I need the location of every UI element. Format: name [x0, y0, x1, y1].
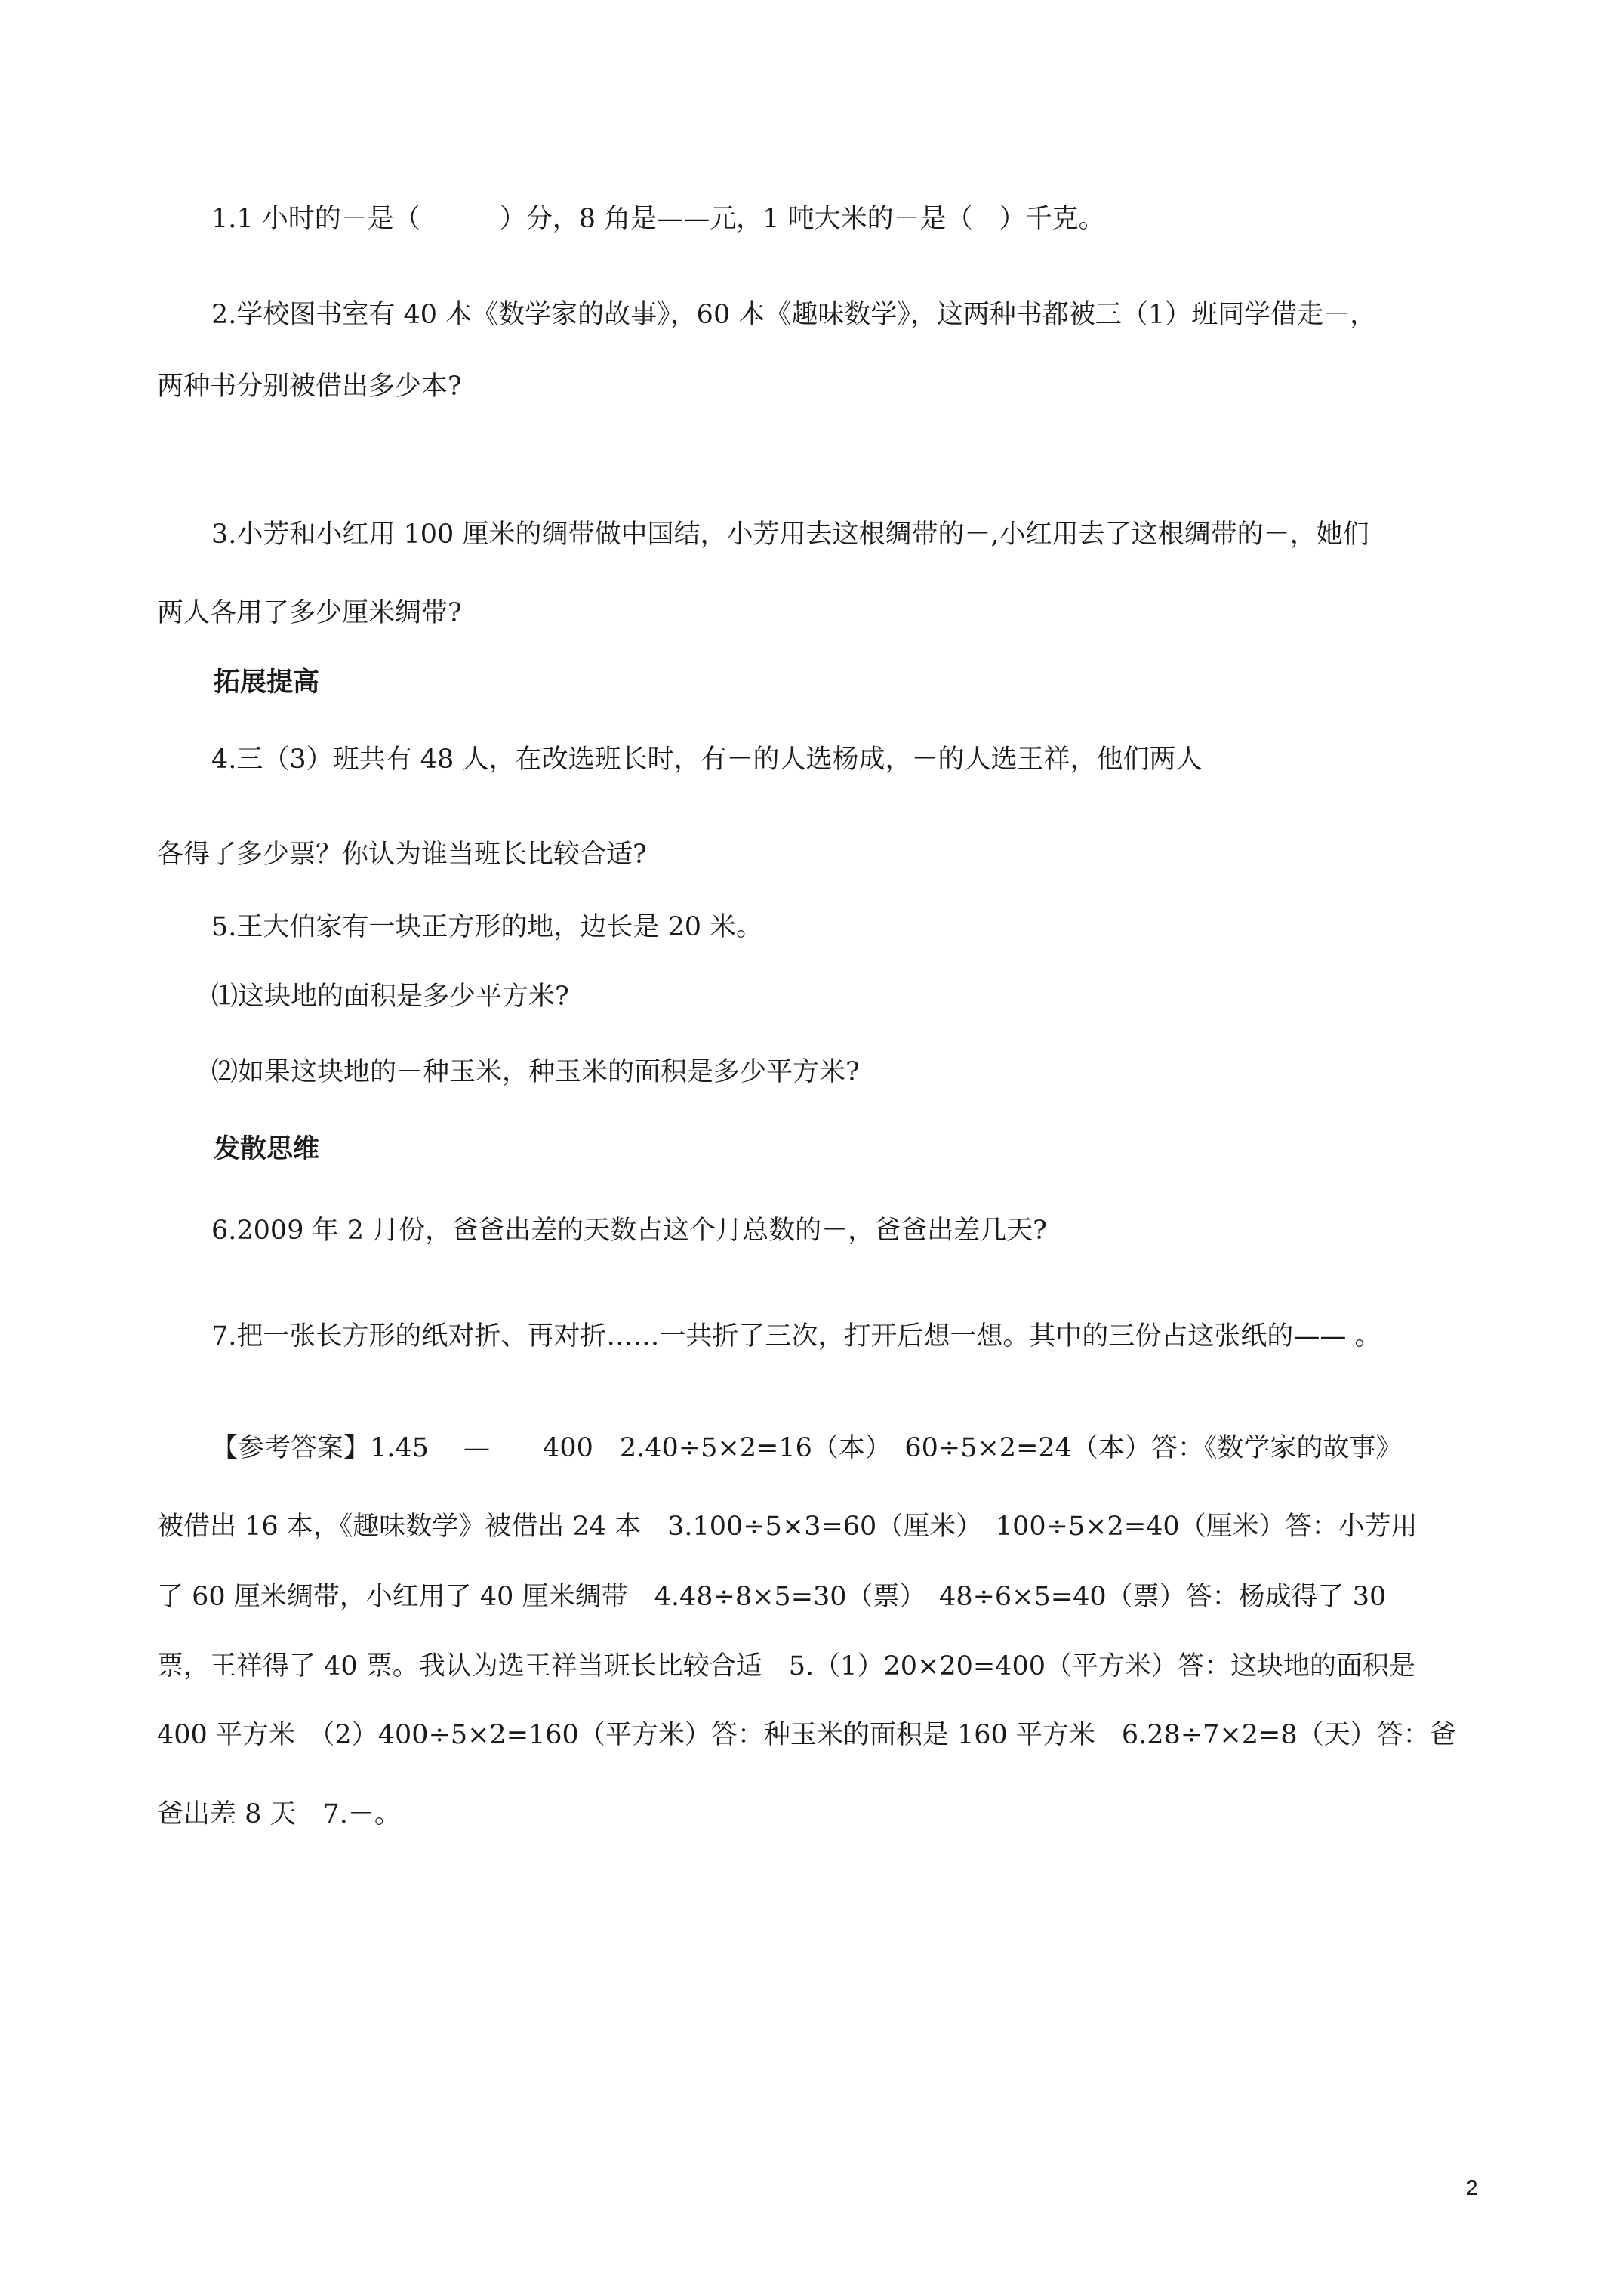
- answer-key-line-4: 票，王祥得了 40 票。我认为选王祥当班长比较合适 5.（1）20×20=400（平方米）答：这块地的面积是: [157, 1651, 1415, 1681]
- answer-key-line-2: 被借出 16 本，《趣味数学》被借出 24 本 3.100÷5×3=60（厘米） 100÷5×2=40（厘米）答：小芳用: [157, 1512, 1418, 1542]
- section-heading-extend: 拓展提高: [214, 667, 320, 698]
- question-1: 1.1 小时的－是（ ）分，8 角是——元，1 吨大米的－是（ ）千克。: [211, 204, 1105, 234]
- question-3-line-2: 两人各用了多少厘米绸带?: [157, 598, 462, 628]
- question-4-line-1: 4.三（3）班共有 48 人，在改选班长时，有－的人选杨成，－的人选王祥，他们两人: [211, 744, 1203, 775]
- page-number: 2: [1466, 2176, 1478, 2199]
- question-5-part-2: ⑵如果这块地的－种玉米，种玉米的面积是多少平方米?: [211, 1057, 860, 1087]
- question-5: 5.王大伯家有一块正方形的地，边长是 20 米。: [211, 912, 763, 942]
- answer-key-line-1: 【参考答案】1.45 — 400 2.40÷5×2=16（本） 60÷5×2=24（本）答：《数学家的故事》: [211, 1433, 1403, 1463]
- question-2-line-2: 两种书分别被借出多少本?: [157, 371, 462, 402]
- answer-key-line-3: 了 60 厘米绸带，小红用了 40 厘米绸带 4.48÷8×5=30（票） 48÷6×5=40（票）答：杨成得了 30: [157, 1582, 1387, 1612]
- question-2-line-1: 2.学校图书室有 40 本《数学家的故事》，60 本《趣味数学》，这两种书都被三（1）班同学借走－，: [211, 300, 1377, 330]
- question-4-line-2: 各得了多少票？你认为谁当班长比较合适?: [157, 840, 647, 870]
- question-6: 6.2009 年 2 月份，爸爸出差的天数占这个月总数的－，爸爸出差几天?: [211, 1216, 1047, 1246]
- answer-key-line-5: 400 平方米 （2）400÷5×2=160（平方米）答：种玉米的面积是 160 平方米 6.28÷7×2=8（天）答：爸: [157, 1720, 1456, 1750]
- answer-key-line-6: 爸出差 8 天 7.－。: [157, 1799, 401, 1829]
- question-3-line-1: 3.小芳和小红用 100 厘米的绸带做中国结，小芳用去这根绸带的－,小红用去了这根绸带的－，她们: [211, 519, 1369, 550]
- section-heading-diverge: 发散思维: [214, 1134, 320, 1164]
- question-7: 7.把一张长方形的纸对折、再对折……一共折了三次，打开后想一想。其中的三份占这张纸的—— 。: [211, 1321, 1381, 1351]
- question-5-part-1: ⑴这块地的面积是多少平方米?: [211, 982, 569, 1012]
